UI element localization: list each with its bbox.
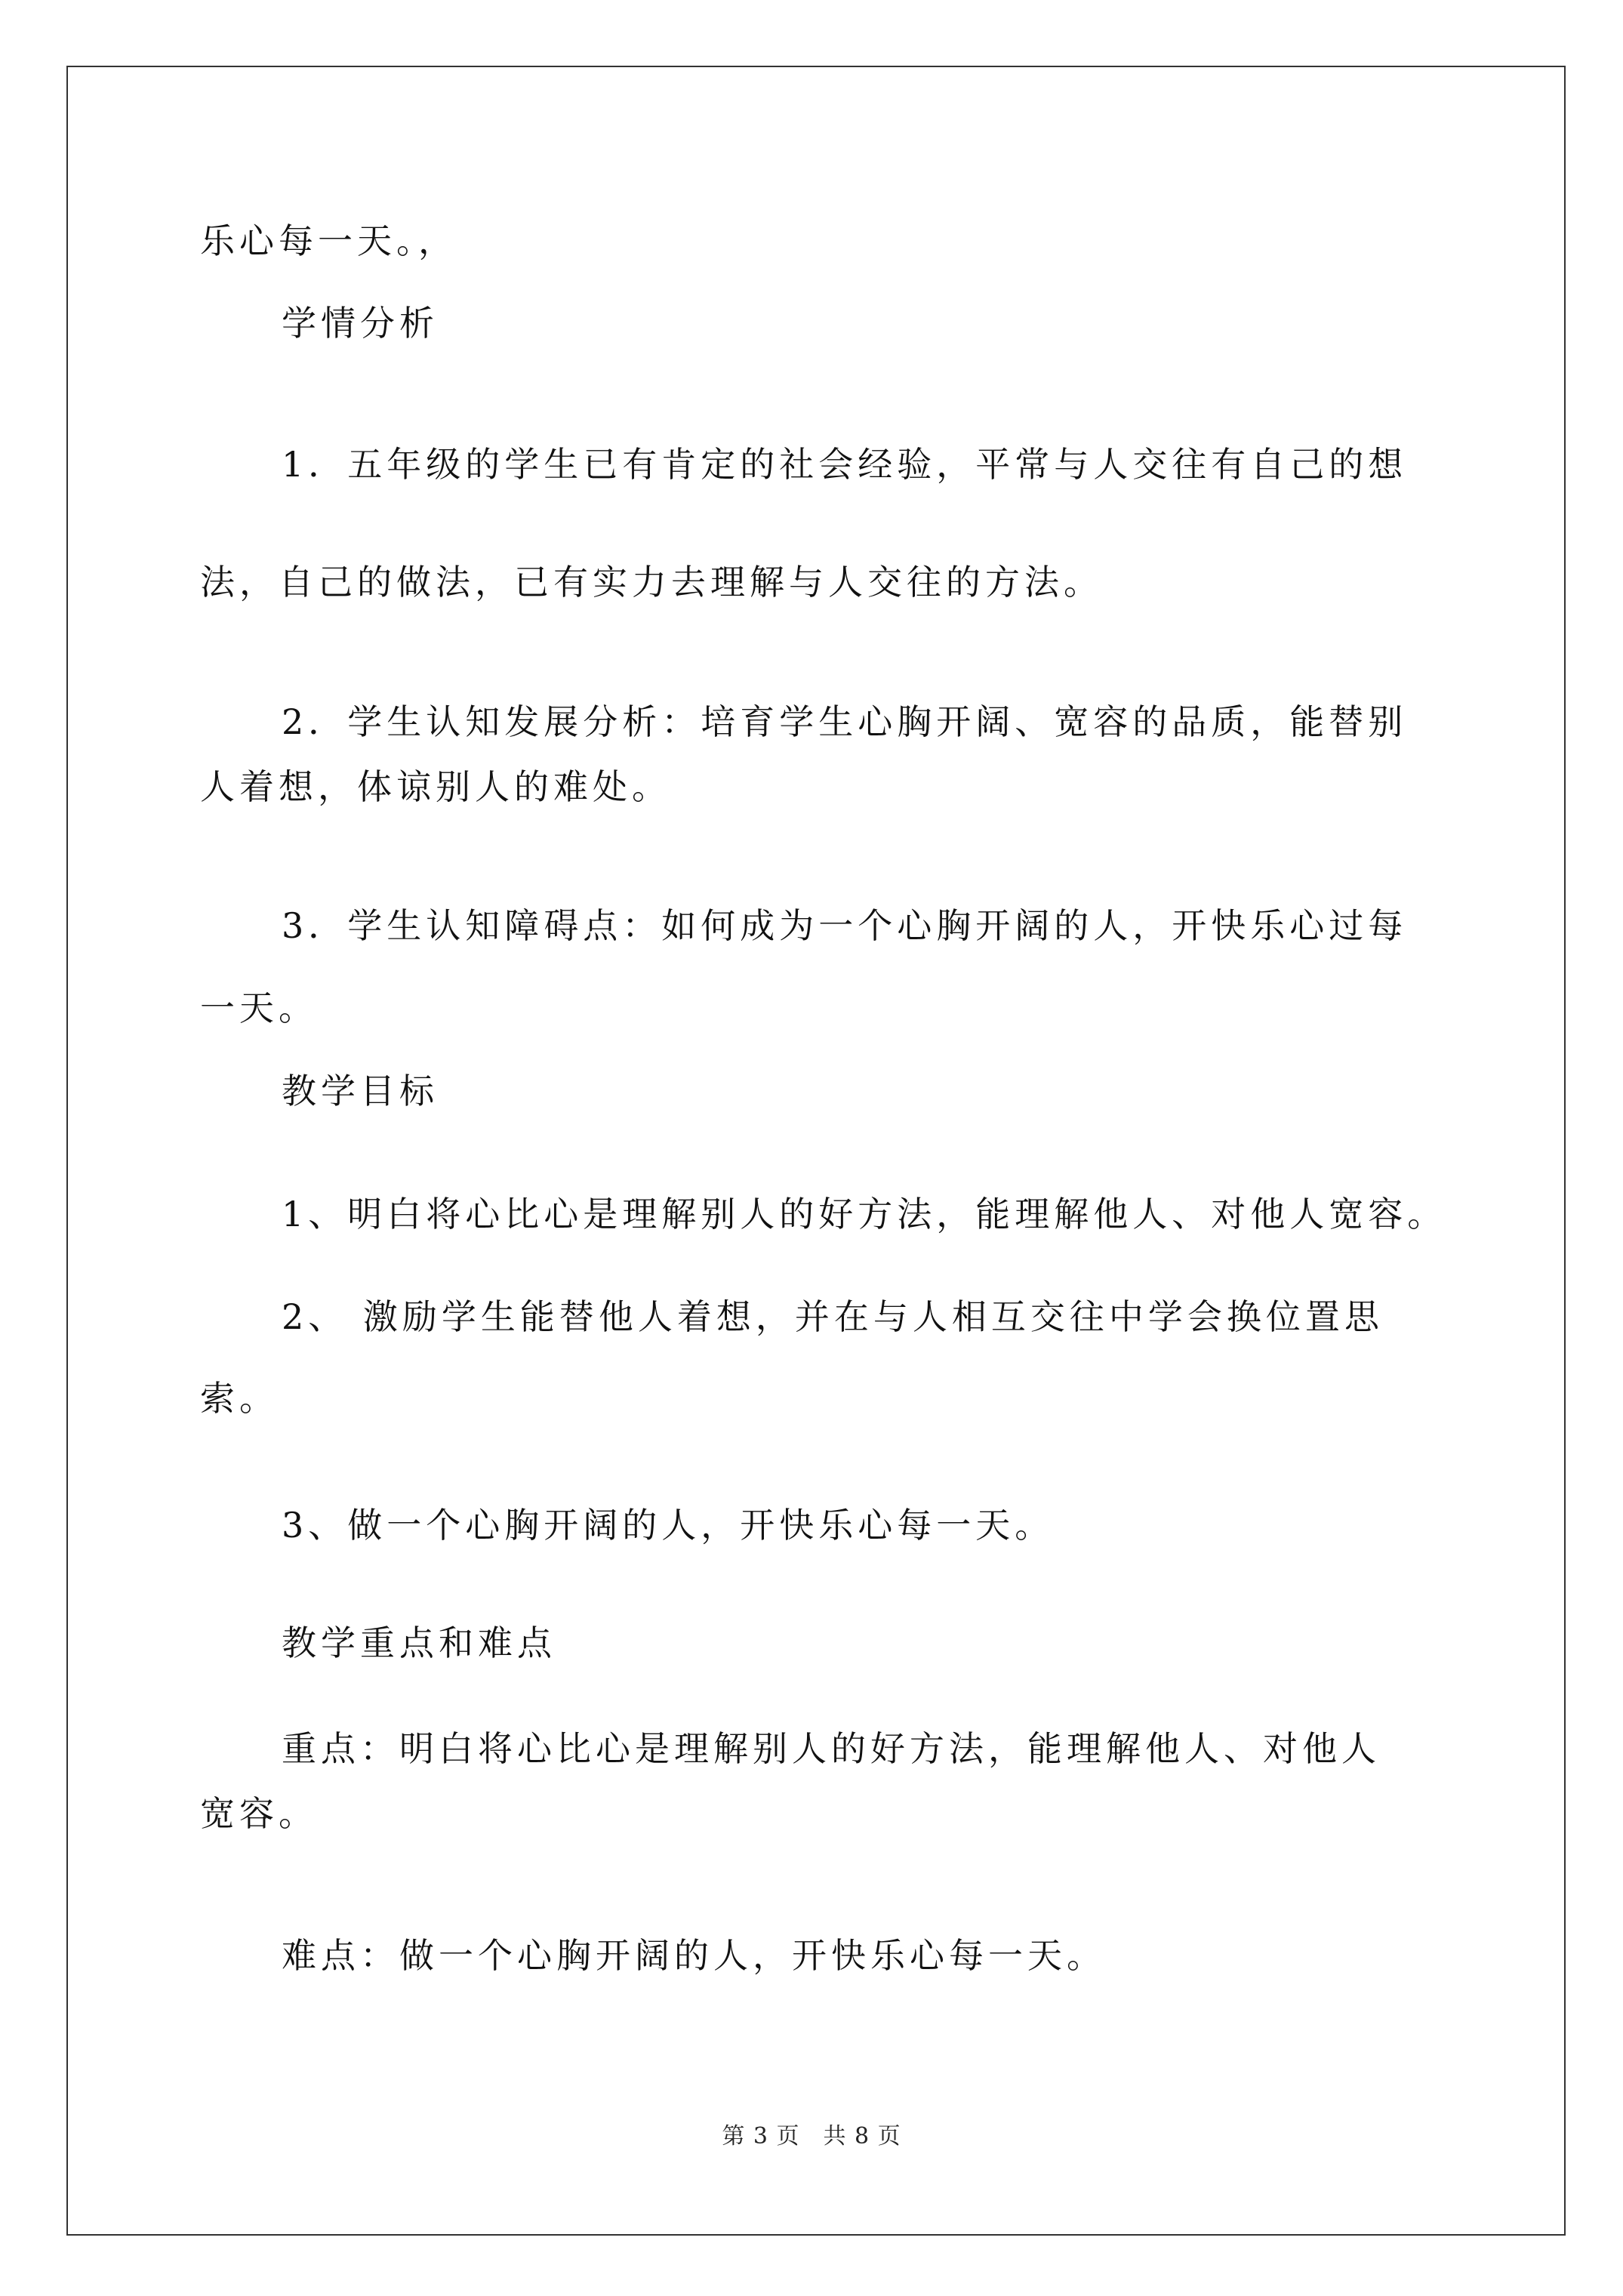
text-line: 2．学生认知发展分析：培育学生心胸开阔、宽容的品质，能替别 (282, 701, 1408, 742)
text-line: 人着想，体谅别人的难处。 (200, 766, 671, 807)
section-heading: 学情分析 (282, 303, 439, 344)
text-line: 1、明白将心比心是理解别人的好方法，能理解他人、对他人宽容。 (282, 1194, 1447, 1234)
text-line: 重点：明白将心比心是理解别人的好方法，能理解他人、对他人 (282, 1728, 1381, 1769)
text-line: 2、 激励学生能替他人着想，并在与人相互交往中学会换位置思 (282, 1296, 1384, 1337)
text-line: 宽容。 (200, 1793, 318, 1834)
section-heading: 教学重点和难点 (282, 1623, 556, 1663)
section-heading: 教学目标 (282, 1071, 439, 1111)
text-line: 一天。 (200, 988, 318, 1028)
text-line: 乐心每一天。， (200, 220, 457, 261)
text-line: 1．五年级的学生已有肯定的社会经验，平常与人交往有自己的想 (282, 444, 1408, 485)
text-line: 法，自己的做法，已有实力去理解与人交往的方法。 (200, 562, 1103, 603)
text-line: 难点：做一个心胸开阔的人，开快乐心每一天。 (282, 1935, 1106, 1976)
text-line: 3．学生认知障碍点：如何成为一个心胸开阔的人，开快乐心过每 (282, 905, 1408, 946)
page-number-footer: 第 3 页 共 8 页 (722, 2123, 901, 2150)
text-line: 索。 (200, 1378, 279, 1419)
text-line: 3、做一个心胸开阔的人，开快乐心每一天。 (282, 1505, 1055, 1546)
